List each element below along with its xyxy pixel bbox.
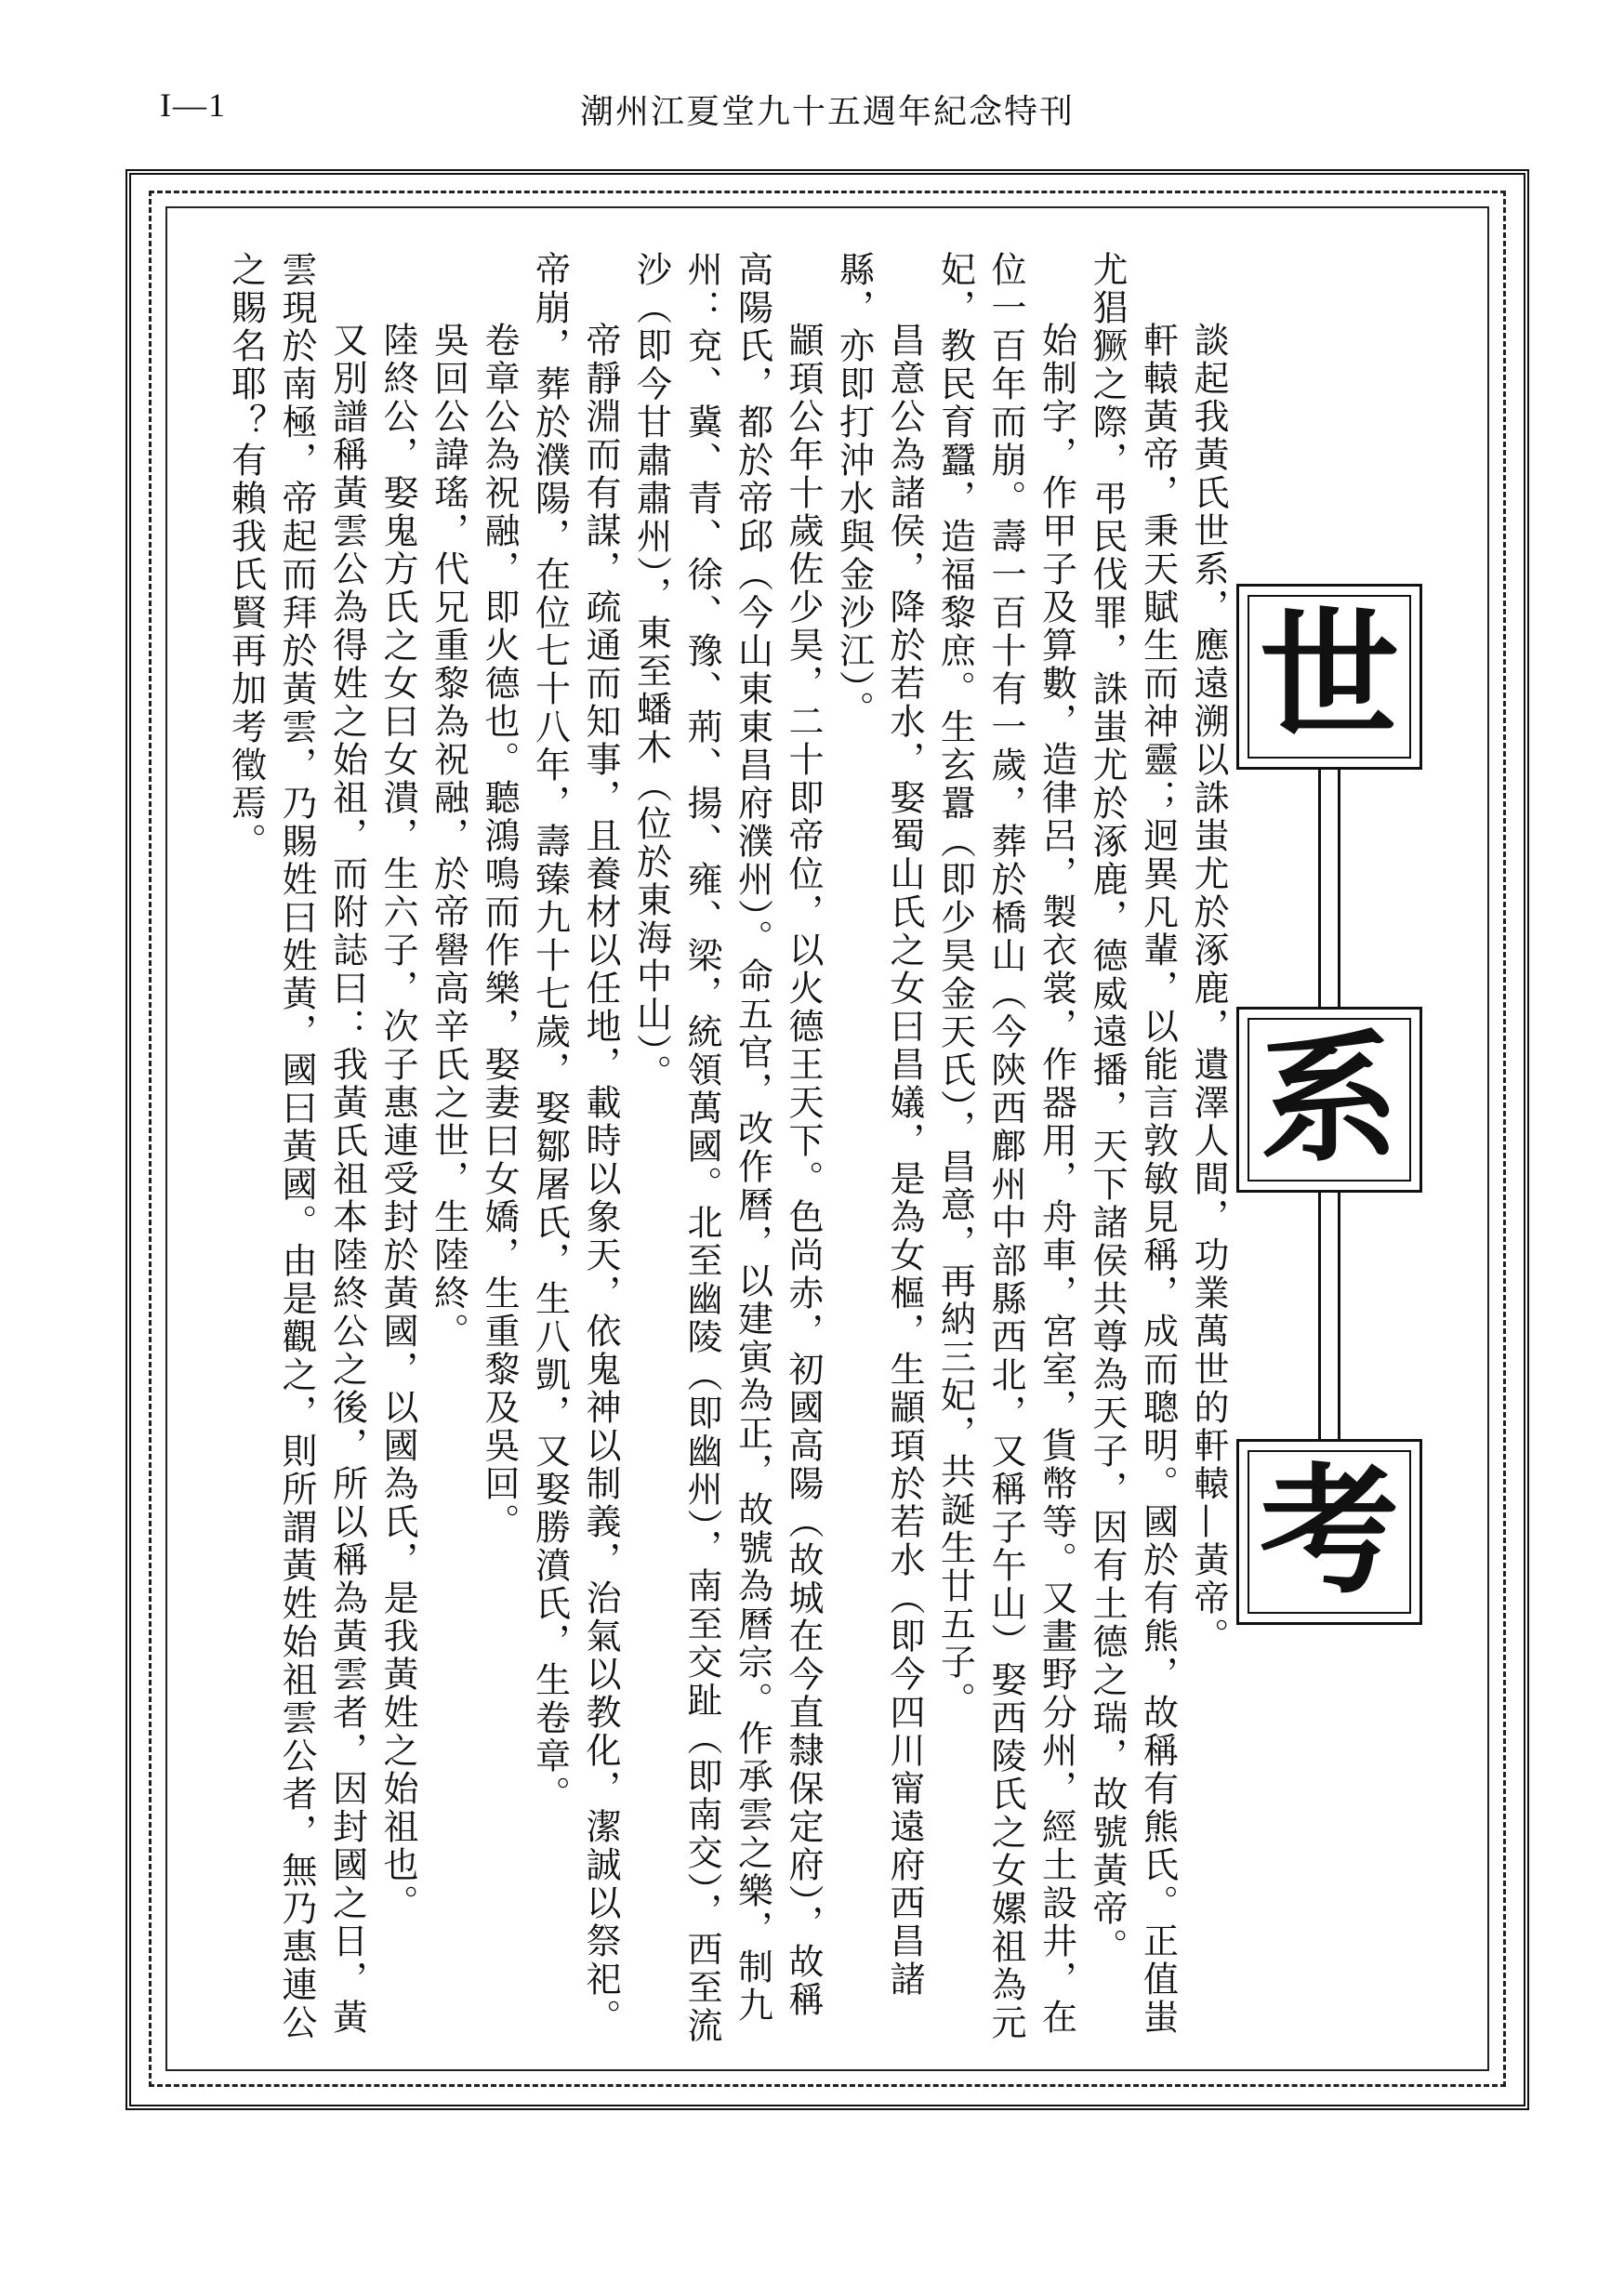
paragraph: 帝靜淵而有謀，疏通而知事，且養材以任地，載時以象天，依鬼神以制義，治氣以教化，潔誠以祭祀。帝崩，葬於濮陽，在位七十八年，壽臻九十七歲，娶鄒屠氏，生八凱，又娶勝濆氏，生卷章。 (529, 251, 621, 2037)
paragraph: 始制字，作甲子及算數，造律呂，製衣裳，作器用，舟車，宮室，貨幣等。又畫野分州，經土設井，在位一百年而崩。壽一百十有一歲，葬於橋山（今陝西鄜州中部縣西北，又稱子午山）娶西陵氏之女嫘祖為元妃，教民育蠶，造福黎庶。生玄囂（即少昊金天氏），昌意，再納三妃，共誕生廿五子。 (934, 251, 1077, 2042)
paragraph: 談起我黃氏世系，應遠溯以誅蚩尤於涿鹿，遺澤人間，功業萬世的軒轅—黃帝。 (1188, 322, 1229, 1656)
paragraph: 軒轅黃帝，秉天賦生而神靈；迥異凡輩，以能言敦敏見稱，成而聰明。國於有熊，故稱有熊氏。正值蚩尤猖獗之際，弔民伐罪，誅蚩尤於涿鹿，德威遠播，天下諸侯共尊為天子，因有土德之瑞，故號黃帝。 (1087, 251, 1179, 2037)
title-connector (1318, 770, 1340, 1007)
title-box (1236, 1439, 1422, 1625)
paragraph: 顓頊公年十歲佐少昊，二十即帝位，以火德王天下。色尚赤，初國高陽（故城在今直隸保定府），故稱高陽氏，都於帝邱（今山東東昌府濮州）。命五官，改作曆，以建寅為正，故號為曆宗。作承雲之樂，制九州：兗、冀、青、徐、豫、荊、揚、雍、梁，統領萬國。北至幽陵（即幽州），南至交趾（即南交），西至流沙（即今甘肅肅州），東至蟠木（位於東海中山）。 (630, 251, 824, 2045)
running-header: 潮州江夏堂九十五週年紀念特刊 (579, 93, 1075, 131)
page-number: I—1 (160, 86, 227, 124)
section-title (1236, 584, 1422, 1644)
title-char: 世 (1248, 595, 1411, 759)
paragraph: 卷章公為祝融，即火德也。聽鴻鳴而作樂，娶妻曰女嬌，生重黎及吳回。 (479, 322, 520, 1541)
paragraph: 昌意公為諸侯，降於若水，娶蜀山氏之女曰昌嬟，是為女樞，生顓頊於若水（即今四川甯遠府西昌諸縣，亦即打沖水與金沙江）。 (833, 251, 925, 1999)
title-box (1236, 1007, 1422, 1193)
body-text (155, 251, 1234, 2045)
paragraph: 吳回公諱瑤，代兄重黎為祝融，於帝嚳高辛氏之世，生陸終。 (428, 322, 469, 1351)
paragraph: 陸終公，娶鬼方氏之女曰女潰，生六子，次子惠連受封於黃國，以國為氏，是我黃姓之始祖也。 (377, 322, 418, 1922)
paragraph: 又別譜稱黃雲公為得姓之始祖，而附誌曰：我黃氏祖本陸終公之後，所以稱為黃雲者，因封國之日，黃雲現於南極，帝起而拜於黃雲，乃賜姓曰姓黃，國曰黃國。由是觀之，則所謂黃姓始祖雲公者，無乃惠連公之賜名耶？有賴我氏賢再加考徵焉。 (225, 251, 368, 2042)
title-char: 考 (1248, 1450, 1411, 1614)
title-box (1236, 584, 1422, 770)
title-char: 系 (1248, 1018, 1411, 1182)
title-connector (1318, 1193, 1340, 1439)
